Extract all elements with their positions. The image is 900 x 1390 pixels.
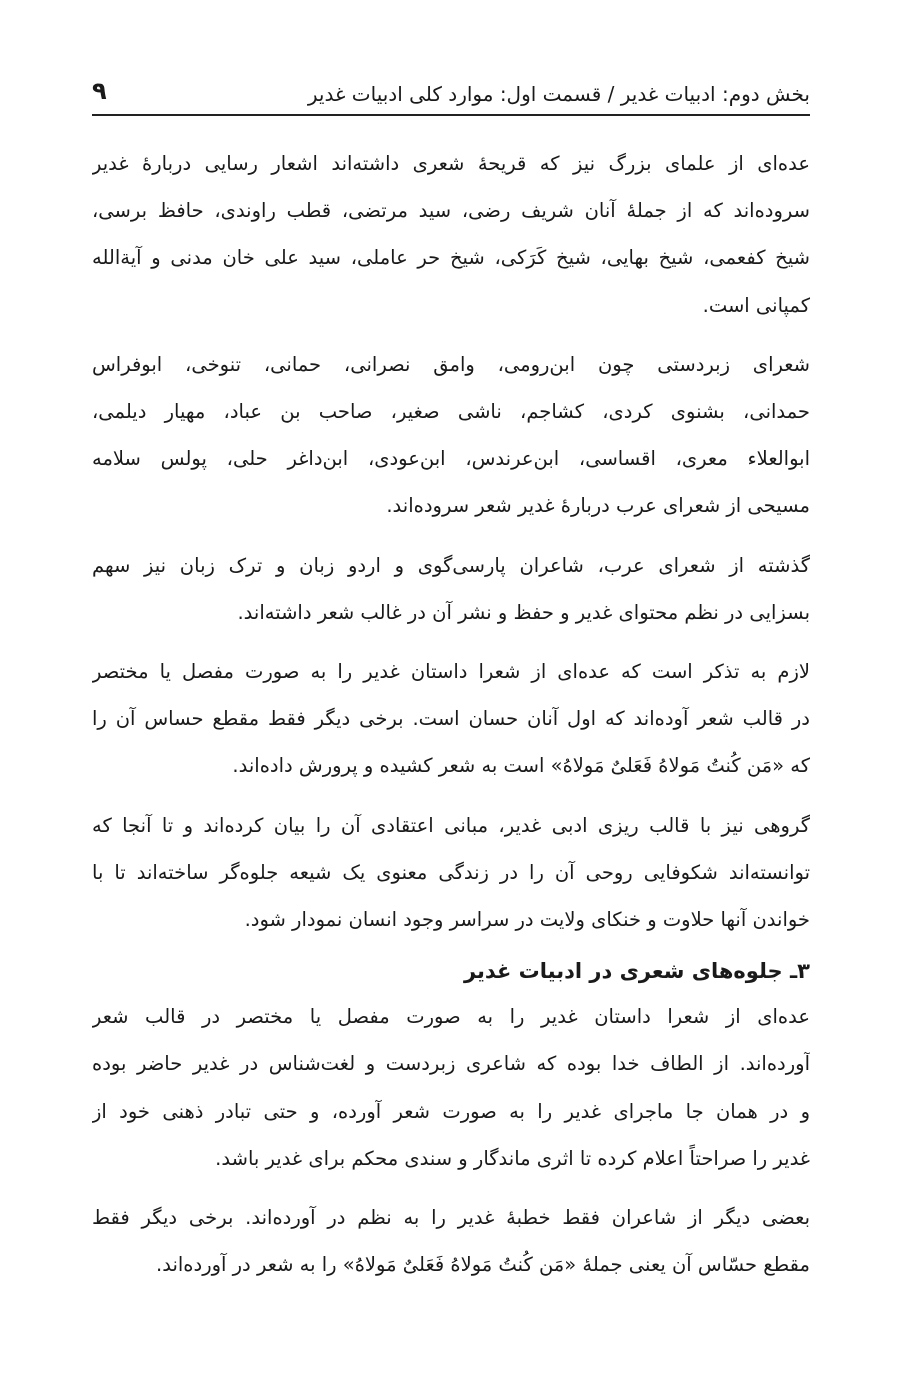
section-heading: ۳ـ جلوه‌های شعری در ادبیات غدیر xyxy=(463,959,810,984)
paragraph-doctrinal xyxy=(92,802,810,944)
paragraph-section-intro xyxy=(92,993,810,1182)
text-line: مقطع حسّاس آن یعنی جملهٔ «مَن کُنتُ مَولاهُ فَعَلیٌ مَولاهُ» را به شعر در آورده‌اند. xyxy=(156,1253,810,1277)
text-line: لازم به تذکر است که عده‌ای از شعرا داستان غدیر را به صورت مفصل یا مختصر xyxy=(92,660,810,684)
paragraph-sermon xyxy=(92,1194,810,1288)
text-line: در قالب شعر آوده‌اند که اول آنان حسان است. برخی دیگر فقط مقطع حساس آن را xyxy=(92,707,810,731)
text-line: بسزایی در نظم محتوای غدیر و حفظ و نشر آن در غالب شعر داشته‌اند. xyxy=(237,600,810,624)
text-line: غدیر را صراحتاً اعلام کرده تا اثری ماندگار و سندی محکم برای غدیر باشد. xyxy=(215,1146,810,1170)
page-number: ۹ xyxy=(92,77,107,105)
text-line: ابوالعلاء معری، اقساسی، ابن‌عرندس، ابن‌عودی، ابن‌داغر حلی، پولس سلامه xyxy=(92,447,810,471)
body-text xyxy=(92,140,810,1288)
text-line: مسیحی از شعرای عرب دربارهٔ غدیر شعر سروده‌اند. xyxy=(386,494,810,518)
text-line: و در همان جا ماجرای غدیر را به صورت شعر آورده، و حتی تبادر ذهنی خود از xyxy=(92,1099,810,1123)
text-line: عده‌ای از شعرا داستان غدیر را به صورت مفصل یا مختصر در قالب شعر xyxy=(92,1005,810,1029)
text-line: حمدانی، بشنوی کردی، کشاجم، ناشی صغیر، صاحب بن عباد، مهیار دیلمی، xyxy=(92,400,810,424)
running-title: بخش دوم: ادبیات غدیر / قسمت اول: موارد کلی ادبیات غدیر xyxy=(307,82,810,106)
text-line: سروده‌اند که از جملهٔ آنان شریف رضی، سید مرتضی، قطب راوندی، حافظ برسی، xyxy=(92,199,810,223)
paragraph-note xyxy=(92,648,810,790)
text-line: گذشته از شعرای عرب، شاعران پارسی‌گوی و اردو زبان و ترک زبان نیز سهم xyxy=(92,553,810,577)
text-line: کمپانی است. xyxy=(702,293,810,317)
text-line: توانسته‌اند شکوفایی روحی آن را در زندگی معنوی یک شیعه جلوه‌گر ساخته‌اند تا با xyxy=(92,860,810,884)
text-line: عده‌ای از علمای بزرگ نیز که قریحهٔ شعری داشته‌اند اشعار رسایی دربارهٔ غدیر xyxy=(92,152,810,175)
text-line: آورده‌اند. از الطاف خدا بوده که شاعری زبردست و لغت‌شناس در غدیر حاضر بوده xyxy=(92,1052,810,1076)
paragraph-arab-poets xyxy=(92,341,810,530)
text-line: گروهی نیز با قالب ریزی ادبی غدیر، مبانی اعتقادی آن را بیان کرده‌اند و تا آنجا که xyxy=(92,813,810,837)
paragraph-persian-poets xyxy=(92,542,810,636)
text-line: شیخ کفعمی، شیخ بهایی، شیخ کَرَکی، شیخ حر عاملی، سید علی خان مدنی و آیة‌الله xyxy=(92,246,810,270)
text-line: خواندن آنها حلاوت و خنکای ولایت در سراسر وجود انسان نمودار شود. xyxy=(244,908,810,932)
paragraph-scholar-poets xyxy=(92,140,810,329)
running-header xyxy=(92,66,810,116)
text-line: که «مَن کُنتُ مَولاهُ فَعَلیٌ مَولاهُ» است به شعر کشیده و پرورش داده‌اند. xyxy=(232,754,810,778)
text-line: شعرای زبردستی چون ابن‌رومی، وامق نصرانی، حمانی، تنوخی، ابوفراس xyxy=(92,352,810,376)
text-line: بعضی دیگر از شاعران فقط خطبهٔ غدیر را به نظم در آورده‌اند. برخی دیگر فقط xyxy=(92,1206,810,1230)
